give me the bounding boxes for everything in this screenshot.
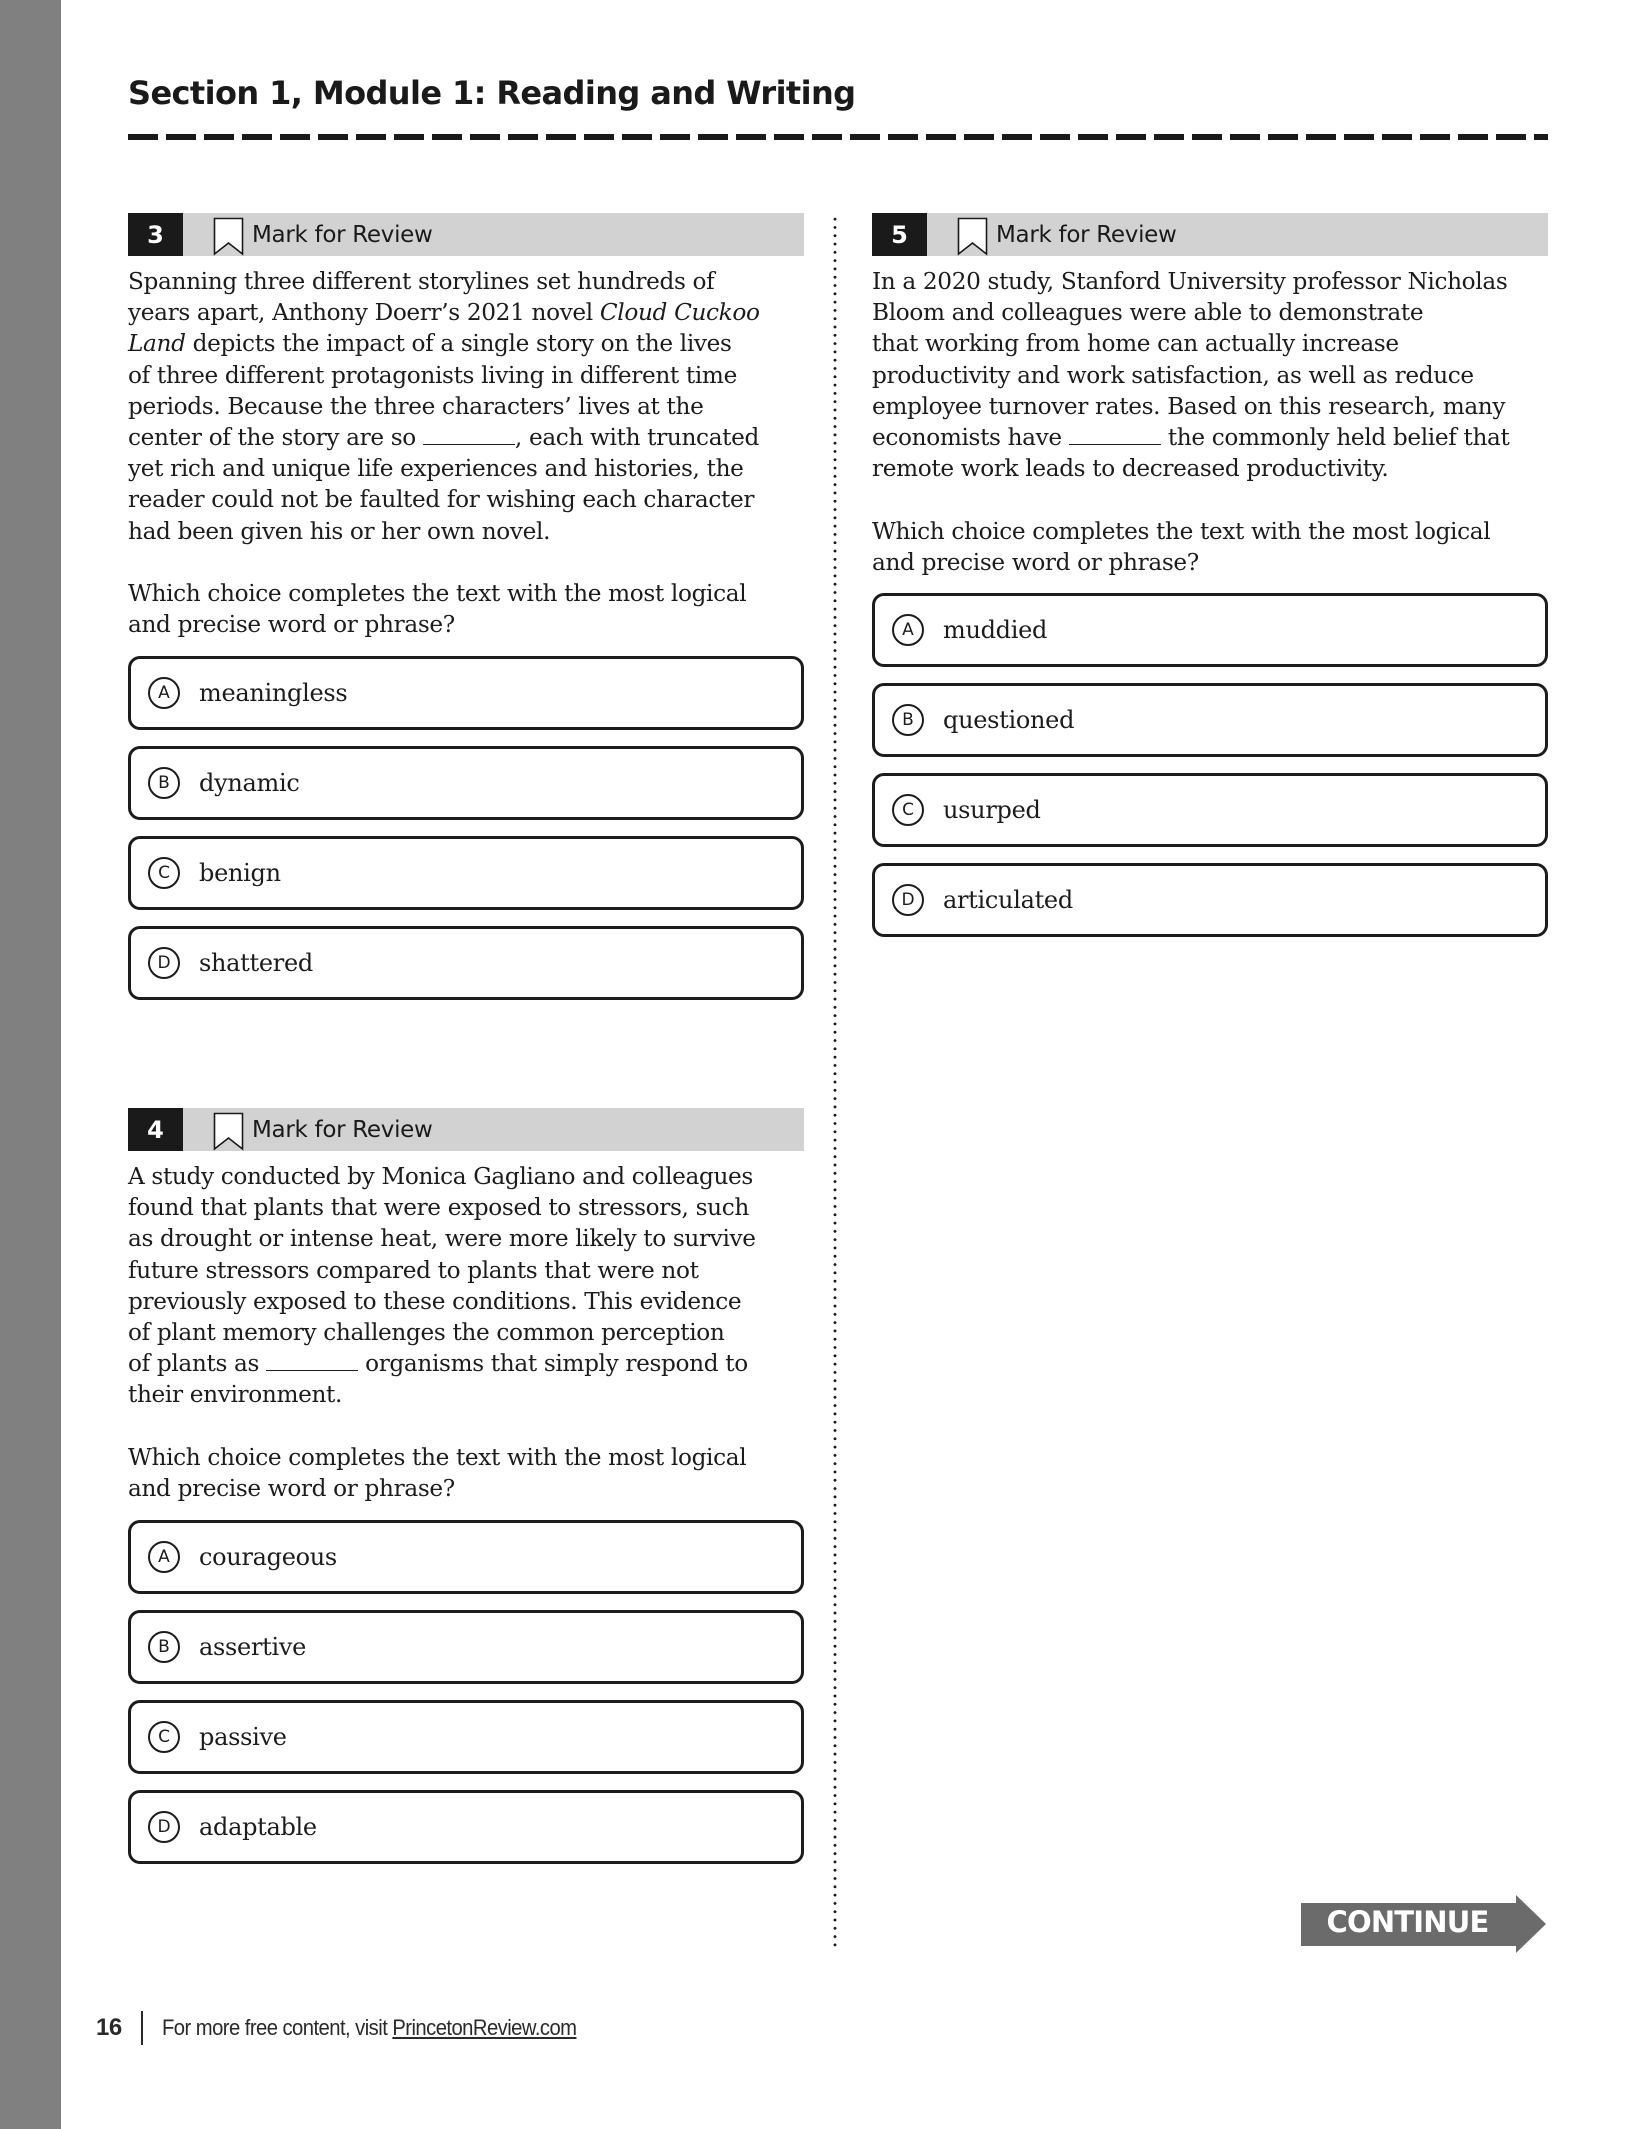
passage-line xyxy=(128,1192,804,1223)
choice-letter-badge: C xyxy=(892,794,924,826)
footer-promo-text: For more free content, visit xyxy=(161,2015,393,2040)
choice-text: passive xyxy=(199,1723,287,1751)
passage-text: as drought or intense heat, were more likely to survive xyxy=(128,1225,756,1253)
passage-text: of three different protagonists living in different time xyxy=(128,361,737,389)
choice-text: shattered xyxy=(199,949,313,977)
fill-in-blank xyxy=(1069,424,1161,445)
choice-text: usurped xyxy=(943,796,1041,824)
passage-line xyxy=(128,516,804,547)
passage-text: of plants as xyxy=(128,1350,267,1378)
choice-letter-badge: D xyxy=(892,884,924,916)
passage-text: depicts the impact of a single story on the lives xyxy=(185,330,732,358)
passage-line xyxy=(872,422,1548,453)
choice-letter-badge: B xyxy=(148,1631,180,1663)
passage-text: had been given his or her own novel. xyxy=(128,517,551,545)
italic-title: Cloud Cuckoo xyxy=(599,299,760,327)
answer-choice-c[interactable] xyxy=(128,836,804,910)
footer-separator xyxy=(141,2011,143,2045)
passage-text: In a 2020 study, Stanford University professor Nicholas xyxy=(872,268,1508,295)
passage-text: future stressors compared to plants that were not xyxy=(128,1256,699,1284)
passage-text: previously exposed to these conditions. This evidence xyxy=(128,1287,742,1315)
fill-in-blank xyxy=(266,1350,358,1371)
choice-text: benign xyxy=(199,859,281,887)
answer-choice-c[interactable] xyxy=(128,1700,804,1774)
passage-text: remote work leads to decreased productivity. xyxy=(872,455,1389,483)
choice-text: courageous xyxy=(199,1543,337,1571)
passage-text: employee turnover rates. Based on this research, many xyxy=(872,392,1506,420)
question-passage xyxy=(872,266,1548,578)
passage-line xyxy=(872,453,1548,484)
question-prompt-line: Which choice completes the text with the most logical xyxy=(128,579,747,607)
continue-button[interactable] xyxy=(1299,1893,1549,1955)
passage-line xyxy=(128,360,804,391)
question-prompt-line: and precise word or phrase? xyxy=(128,611,455,639)
choice-letter-badge: A xyxy=(892,614,924,646)
passage-line xyxy=(128,422,804,453)
answer-choice-d[interactable] xyxy=(128,1790,804,1864)
answer-choice-b[interactable] xyxy=(128,1610,804,1684)
page-footer xyxy=(96,2010,612,2046)
question-prompt-line: and precise word or phrase? xyxy=(872,548,1199,576)
choice-letter-badge: A xyxy=(148,1541,180,1573)
passage-line xyxy=(872,266,1548,297)
passage-text: Bloom and colleagues were able to demonstrate xyxy=(872,299,1424,327)
passage-text: periods. Because the three characters’ lives at the xyxy=(128,392,704,420)
question-header xyxy=(872,213,1548,256)
mark-for-review-toggle[interactable]: Mark for Review xyxy=(252,221,433,248)
choice-text: questioned xyxy=(943,706,1075,734)
fill-in-blank xyxy=(423,424,515,445)
choice-text: assertive xyxy=(199,1633,306,1661)
answer-choice-d[interactable] xyxy=(872,863,1548,937)
answer-choice-a[interactable] xyxy=(128,656,804,730)
passage-text: of plant memory challenges the common perception xyxy=(128,1318,725,1346)
question-header xyxy=(128,213,804,256)
choice-text: articulated xyxy=(943,886,1073,914)
passage-line xyxy=(872,360,1548,391)
question-number: 5 xyxy=(872,213,927,256)
choice-letter-badge: B xyxy=(892,704,924,736)
answer-choice-c[interactable] xyxy=(872,773,1548,847)
question-4 xyxy=(128,1108,804,1841)
choice-letter-badge: D xyxy=(148,1811,180,1843)
choice-letter-badge: D xyxy=(148,947,180,979)
bookmark-icon[interactable] xyxy=(213,217,244,256)
footer-text xyxy=(162,2015,576,2041)
question-number: 3 xyxy=(128,213,183,256)
question-passage xyxy=(128,266,804,640)
passage-text: the commonly held belief that xyxy=(1160,423,1510,451)
passage-line xyxy=(128,297,804,328)
passage-text: Spanning three different storylines set hundreds of xyxy=(128,268,715,295)
page-edge-bar xyxy=(0,0,61,2129)
paragraph-gap xyxy=(872,484,1548,515)
princeton-review-link[interactable]: PrincetonReview.com xyxy=(392,2015,577,2040)
question-prompt-line: Which choice completes the text with the most logical xyxy=(128,1443,747,1471)
page-number: 16 xyxy=(96,2014,122,2041)
choice-text: meaningless xyxy=(199,679,348,707)
passage-text: found that plants that were exposed to stressors, such xyxy=(128,1194,749,1222)
question-number: 4 xyxy=(128,1108,183,1151)
continue-label: CONTINUE xyxy=(1326,1905,1489,1939)
answer-choice-a[interactable] xyxy=(872,593,1548,667)
passage-line xyxy=(128,328,804,359)
passage-text: , each with truncated xyxy=(514,423,760,451)
passage-text: that working from home can actually increase xyxy=(872,330,1399,358)
title-dashed-rule xyxy=(128,134,1548,140)
answer-choice-b[interactable] xyxy=(872,683,1548,757)
passage-line xyxy=(128,1255,804,1286)
question-header xyxy=(128,1108,804,1151)
passage-line xyxy=(872,297,1548,328)
mark-for-review-toggle[interactable]: Mark for Review xyxy=(252,1116,433,1143)
choice-text: muddied xyxy=(943,616,1048,644)
question-3 xyxy=(128,213,804,977)
passage-line xyxy=(128,453,804,484)
italic-title: Land xyxy=(128,330,186,358)
passage-line xyxy=(128,1161,804,1192)
choice-letter-badge: A xyxy=(148,677,180,709)
passage-line xyxy=(128,1317,804,1348)
page-title: Section 1, Module 1: Reading and Writing xyxy=(128,74,856,112)
passage-line xyxy=(872,328,1548,359)
passage-text: reader could not be faulted for wishing each character xyxy=(128,486,755,514)
passage-text: productivity and work satisfaction, as well as reduce xyxy=(872,361,1474,389)
answer-choice-b[interactable] xyxy=(128,746,804,820)
passage-line xyxy=(872,391,1548,422)
answer-choice-d[interactable] xyxy=(128,926,804,1000)
choice-letter-badge: B xyxy=(148,767,180,799)
passage-line xyxy=(128,1223,804,1254)
bookmark-icon[interactable] xyxy=(957,217,988,256)
passage-line xyxy=(128,391,804,422)
choice-letter-badge: C xyxy=(148,857,180,889)
answer-choice-a[interactable] xyxy=(128,1520,804,1594)
paragraph-gap xyxy=(128,1411,804,1442)
passage-line xyxy=(128,1379,804,1410)
passage-text: economists have xyxy=(872,423,1069,451)
mark-for-review-toggle[interactable]: Mark for Review xyxy=(996,221,1177,248)
choice-text: adaptable xyxy=(199,1813,317,1841)
choice-letter-badge: C xyxy=(148,1721,180,1753)
passage-text: their environment. xyxy=(128,1381,343,1409)
passage-line xyxy=(128,266,804,297)
passage-text: yet rich and unique life experiences and histories, the xyxy=(128,455,744,483)
passage-text: years apart, Anthony Doerr’s 2021 novel xyxy=(128,299,600,327)
passage-text: center of the story are so xyxy=(128,423,423,451)
passage-line xyxy=(128,484,804,515)
column-divider xyxy=(833,215,837,1949)
question-passage xyxy=(128,1161,804,1504)
passage-text: A study conducted by Monica Gagliano and colleagues xyxy=(128,1163,753,1190)
passage-line xyxy=(128,1286,804,1317)
passage-line xyxy=(128,1348,804,1379)
passage-text: organisms that simply respond to xyxy=(358,1350,748,1378)
question-prompt-line: Which choice completes the text with the most logical xyxy=(872,517,1491,545)
paragraph-gap xyxy=(128,547,804,578)
bookmark-icon[interactable] xyxy=(213,1112,244,1151)
choice-text: dynamic xyxy=(199,769,300,797)
question-5 xyxy=(872,213,1548,914)
question-prompt-line: and precise word or phrase? xyxy=(128,1474,455,1502)
